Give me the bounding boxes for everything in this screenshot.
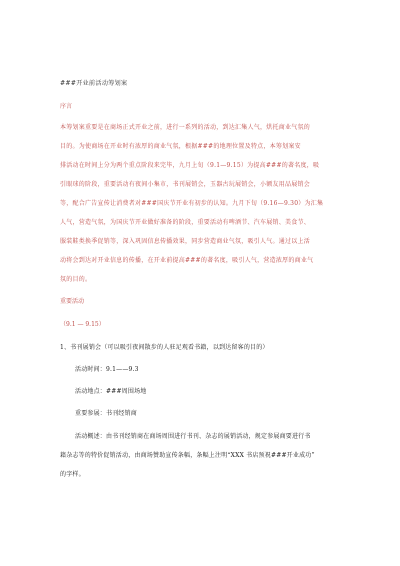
preface-line: 等，配合广告宣传让消费者对###国庆节开业有初步的认知。九月下旬（9.16—9.30）为汇集 — [60, 200, 324, 207]
activity-overview-line: 的字样。 — [60, 471, 85, 478]
preface-heading: 序言 — [60, 103, 73, 110]
preface-line: 氛的目的。 — [60, 276, 92, 283]
preface-line: 排活动在时间上分为两个重点阶段来完毕，九月上旬（9.1—9.15）为提高###的著名度，吸 — [60, 162, 320, 169]
activity-overview-line: 籍杂志等的特价促销活动，由商场赞助宣传条幅，条幅上注明“XXX 书店预祝###开业成功” — [60, 452, 315, 459]
section-heading: 重要活动 — [60, 298, 85, 305]
activity-participants: 重要参展：书刊经销商 — [75, 410, 138, 417]
activity-time: 活动时间：9.1——9.3 — [75, 366, 139, 373]
preface-line: 引眼球的阶段，重要活动有夜间小集市，书刊展销会，玉器古玩展销会，小额友用品展销会 — [60, 181, 311, 188]
activity-overview-line: 活动概述：由书刊经销商在商场周围进行书刊、杂志的展销活动，规定参展商要进行书 — [75, 433, 311, 440]
preface-line: 目的。为使商场在开业时有浓厚的商业气氛，根据###的地理位置及特点，本筹划案安 — [60, 143, 301, 150]
preface-line: 服装鞋类换季促销等，深入巩固信息传播效果，同步营造商业气氛，吸引人气。通过以上活 — [60, 238, 311, 245]
activity-location: 活动地点：###周围场地 — [75, 388, 147, 395]
preface-line: 本筹划案重要是在商场正式开业之前，进行一系列的活动，到达汇集人气，烘托商业气氛的 — [60, 124, 311, 131]
preface-line: 人气，营造气氛，为国庆节开业做好准备的阶段，重要活动有啤酒节、汽车展销、美食节、 — [60, 219, 311, 226]
preface-line: 动将会到达对开业信息的传播，在开业前提高###的著名度，吸引人气，营造浓厚的商业气 — [60, 257, 314, 264]
activity-heading: 1、书刊展销会（可以吸引夜间散步的人驻足观看书籍，以到达留客的目的） — [60, 344, 269, 351]
document-title: ###开业前活动筹划案 — [60, 80, 128, 87]
date-range: （9.1 — 9.15） — [60, 321, 105, 328]
